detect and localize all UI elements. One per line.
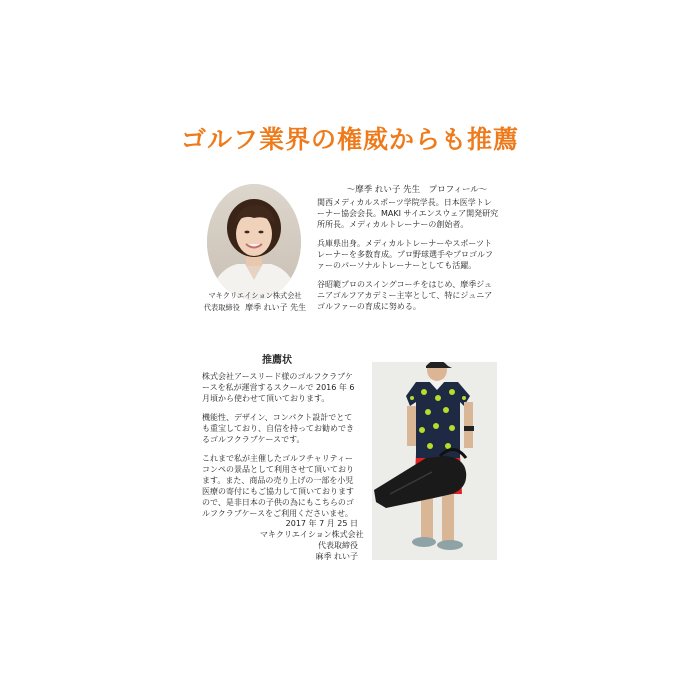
recommendation-text bbox=[202, 371, 360, 527]
golfer-photo bbox=[372, 362, 497, 560]
caption-role: 代表取締役 bbox=[203, 303, 240, 312]
profile-heading: 〜摩季 れい子 先生 プロフィール〜 bbox=[346, 185, 488, 195]
profile-paragraph: 兵庫県出身。メディカルトレーナーやスポーツトレーナーを多数育成。プロ野球選手やプロゴルファーのパーソナルトレーナーとしても活躍。 bbox=[317, 239, 493, 270]
portrait-photo bbox=[207, 184, 301, 300]
profile-paragraph: 谷昭範プロのスイングコーチをはじめ、摩季ジュニアゴルフアカデミー主宰として、特にジュニアゴルファーの育成に努める。 bbox=[317, 280, 493, 311]
signature-name: 麻季 れい子 bbox=[315, 552, 358, 561]
page-title: ゴルフ業界の権威からも推薦 bbox=[180, 125, 519, 154]
caption-name: 摩季 れい子 先生 bbox=[245, 303, 307, 312]
signature-company: マキクリエイション株式会社 bbox=[260, 530, 364, 539]
profile-text bbox=[317, 197, 499, 320]
recommendation-paragraph: 株式会社アースリード様のゴルフクラブケースを私が運営するスクールで 2016 年 6 月頃から使わせて頂いております。 bbox=[202, 372, 355, 403]
caption-company: マキクリエイション株式会社 bbox=[208, 291, 302, 300]
signature-date: 2017 年 7 月 25 日 bbox=[285, 519, 358, 528]
signature-block bbox=[260, 518, 364, 562]
recommendation-heading: 推薦状 bbox=[262, 355, 292, 366]
profile-paragraph: 関西メディカルスポーツ学院学長。日本医学トレーナー協会会長。MAKI サイエンスウェア開発研究所所長。メディカルトレーナーの創始者。 bbox=[317, 198, 499, 229]
recommendation-paragraph: 機能性、デザイン、コンパクト設計でとても重宝しており、自信を持ってお勧めできるゴルフクラブケースです。 bbox=[202, 413, 354, 444]
portrait-caption bbox=[196, 290, 314, 314]
signature-role: 代表取締役 bbox=[318, 541, 358, 550]
recommendation-paragraph: これまで私が主催したゴルフチャリティーコンペの景品として利用させて頂いております。また、商品の売り上げの一部を小児医療の寄付にもご協力して頂いておりますので、是非日本の子供の為にもこちらのゴルフクラブケースをご利用くださいませ。 bbox=[202, 454, 354, 518]
